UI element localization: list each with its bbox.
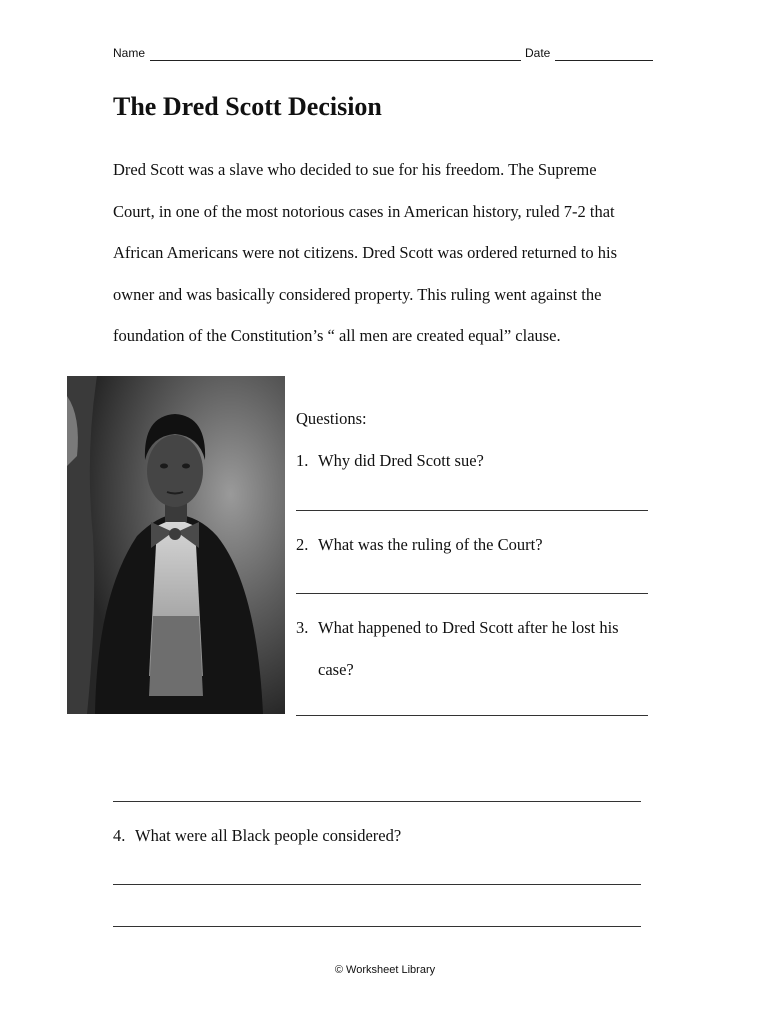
date-label: Date [525, 46, 551, 60]
question-text: What happened to Dred Scott after he lost his [318, 618, 619, 637]
paragraph-line: foundation of the Constitution’s “ all men are created equal” clause. [113, 326, 561, 345]
answer-line-1[interactable] [296, 510, 648, 511]
name-date-header [113, 46, 653, 62]
question-text: What were all Black people considered? [135, 826, 402, 845]
question-number: 2. [296, 535, 309, 554]
answer-line-4b[interactable] [113, 926, 641, 927]
question-text: Why did Dred Scott sue? [318, 451, 484, 470]
paragraph-line: owner and was basically considered property. This ruling went against the [113, 285, 602, 304]
paragraph-line: African Americans were not citizens. Dred Scott was ordered returned to his [113, 243, 617, 262]
question-3 [296, 618, 619, 638]
date-field[interactable] [555, 60, 653, 61]
paragraph-line: Court, in one of the most notorious cases in American history, ruled 7-2 that [113, 202, 615, 221]
answer-line-4a[interactable] [113, 884, 641, 885]
question-number: 3. [296, 618, 309, 637]
question-4 [113, 826, 401, 846]
question-number: 1. [296, 451, 309, 470]
page-title: The Dred Scott Decision [113, 92, 382, 121]
answer-line-2[interactable] [296, 593, 648, 594]
name-field[interactable] [150, 60, 521, 61]
question-1 [296, 451, 484, 471]
question-text: What was the ruling of the Court? [318, 535, 543, 554]
question-number: 4. [113, 826, 126, 845]
question-2 [296, 535, 543, 555]
dred-scott-portrait [67, 376, 285, 714]
paragraph-line: Dred Scott was a slave who decided to sue for his freedom. The Supreme [113, 160, 597, 179]
answer-line-3[interactable] [296, 715, 648, 716]
questions-heading: Questions: [296, 409, 367, 428]
answer-line-3b[interactable] [113, 801, 641, 802]
name-label: Name [113, 46, 146, 60]
copyright-footer: © Worksheet Library [334, 964, 436, 976]
question-3-continued: case? [318, 660, 354, 679]
